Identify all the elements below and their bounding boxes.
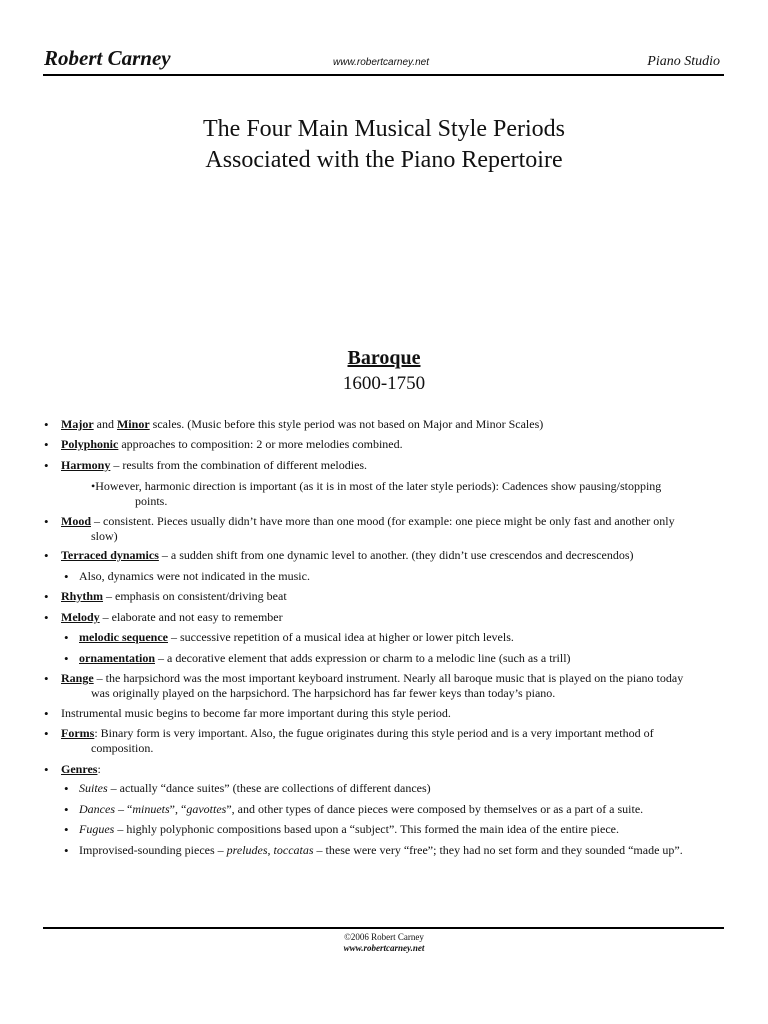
text: However, harmonic direction is important (as it is in most of the later style periods): Cadences show pausing/stopping [95, 479, 662, 493]
text: composition. [91, 741, 154, 755]
bullet-icon: • [44, 706, 49, 721]
term-harmony: Harmony [61, 458, 111, 472]
term-melodic-sequence: melodic sequence [79, 630, 168, 644]
text: preludes [226, 843, 268, 857]
footer-copyright: ©2006 Robert Carney [344, 932, 424, 942]
bullet-icon: • [44, 671, 49, 686]
studio-label: Piano Studio [647, 54, 720, 69]
bullet-icon: • [44, 762, 49, 777]
term-suites: Suites [79, 781, 108, 795]
text: was originally played on the harpsichord. The harpsichord has far fewer keys than today’s piano. [91, 686, 556, 700]
term-melody: Melody [61, 610, 100, 624]
text: – consistent. Pieces usually didn’t have more than one mood (for example: one piece might be only fast and another only [91, 514, 675, 528]
bullet-icon: • [64, 802, 69, 817]
bullet-icon: • [64, 822, 69, 837]
bullet-icon: • [44, 437, 49, 452]
bullet-icon: • [44, 589, 49, 604]
term-minor: Minor [116, 417, 150, 431]
list-item-forms [44, 726, 726, 756]
text: : [97, 762, 101, 776]
text: points. [135, 494, 168, 508]
list-item-harmony [44, 458, 726, 473]
text: Instrumental music begins to become far more important during this style period. [61, 706, 451, 720]
term-dances: Dances [79, 802, 115, 816]
term-polyphonic: Polyphonic [61, 437, 119, 451]
list-item-harmony-sub [91, 479, 724, 509]
bullet-icon: • [64, 843, 69, 858]
bullet-icon: • [64, 569, 69, 584]
text: ”, and other types of dance pieces were composed by themselves or as a part of a suite. [226, 802, 644, 816]
list-item-melodic-sequence [64, 630, 724, 645]
footer-url[interactable]: www.robertcarney.net [343, 943, 425, 953]
text: , [267, 843, 274, 857]
term-fugues: Fugues [79, 822, 115, 836]
section-years: 1600-1750 [342, 373, 426, 394]
title-line-1: The Four Main Musical Style Periods [203, 116, 565, 142]
text: – successive repetition of a musical idea at higher or lower pitch levels. [168, 630, 514, 644]
list-item-scales [44, 417, 726, 432]
bullet-icon: • [44, 610, 49, 625]
bullet-icon: • [91, 479, 96, 493]
list-item-improvised [64, 843, 724, 858]
term-forms: Forms [61, 726, 95, 740]
term-range: Range [61, 671, 94, 685]
text: toccatas [273, 843, 314, 857]
page-title [0, 114, 768, 176]
text: – results from the combination of different melodies. [110, 458, 368, 472]
term-rhythm: Rhythm [61, 589, 104, 603]
text: – a decorative element that adds expression or charm to a melodic line (such as a trill) [155, 651, 571, 665]
bullet-icon: • [64, 651, 69, 666]
text: – highly polyphonic compositions based upon a “subject”. This formed the main idea of the entire piece. [114, 822, 619, 836]
bullet-icon: • [44, 514, 49, 529]
list-item-fugues [64, 822, 724, 837]
text: and [93, 417, 117, 431]
term-genres: Genres [61, 762, 98, 776]
list-item-ornamentation [64, 651, 724, 666]
section-title: Baroque [347, 347, 421, 369]
bullet-icon: • [44, 726, 49, 741]
list-item-terraced-sub [64, 569, 724, 584]
list-item-mood [44, 514, 726, 544]
bullet-icon: • [64, 630, 69, 645]
text: Improvised-sounding pieces – [79, 843, 227, 857]
text: scales. (Music before this style period was not based on Major and Minor Scales) [149, 417, 544, 431]
text: – the harpsichord was the most important keyboard instrument. Nearly all baroque music that is played on the piano today [93, 671, 684, 685]
bullet-icon: • [44, 458, 49, 473]
bullet-icon: • [64, 781, 69, 796]
term-major: Major [61, 417, 94, 431]
header-rule [43, 74, 724, 76]
text: – a sudden shift from one dynamic level to another. (they didn’t use crescendos and decrescendos) [158, 548, 634, 562]
term-mood: Mood [61, 514, 91, 528]
text: : Binary form is very important. Also, the fugue originates during this style period and is a very important method of [94, 726, 654, 740]
bullet-icon: • [44, 548, 49, 563]
list-item-genres [44, 762, 726, 777]
list-item-instrumental [44, 706, 726, 721]
bullet-icon: • [44, 417, 49, 432]
list-item-melody [44, 610, 726, 625]
list-item-terraced [44, 548, 726, 563]
footer-rule [43, 927, 724, 929]
text: approaches to composition: 2 or more melodies combined. [118, 437, 403, 451]
text: – emphasis on consistent/driving beat [103, 589, 287, 603]
text: – “ [115, 802, 133, 816]
list-item-rhythm [44, 589, 726, 604]
text: – these were very “free”; they had no set form and they sounded “made up”. [313, 843, 683, 857]
text: slow) [91, 529, 118, 543]
text: gavottes [186, 802, 227, 816]
list-item-suites [64, 781, 724, 796]
text: – elaborate and not easy to remember [99, 610, 283, 624]
list-item-dances [64, 802, 724, 817]
list-item-range [44, 671, 726, 701]
term-ornamentation: ornamentation [79, 651, 155, 665]
author-name: Robert Carney [44, 46, 171, 70]
list-item-polyphonic [44, 437, 726, 452]
header-url[interactable]: www.robertcarney.net [333, 57, 429, 68]
text: minuets [132, 802, 170, 816]
text: ”, “ [169, 802, 187, 816]
text: – actually “dance suites” (these are collections of different dances) [107, 781, 431, 795]
term-terraced-dynamics: Terraced dynamics [61, 548, 159, 562]
title-line-2: Associated with the Piano Repertoire [205, 147, 563, 173]
text: Also, dynamics were not indicated in the music. [79, 569, 310, 583]
